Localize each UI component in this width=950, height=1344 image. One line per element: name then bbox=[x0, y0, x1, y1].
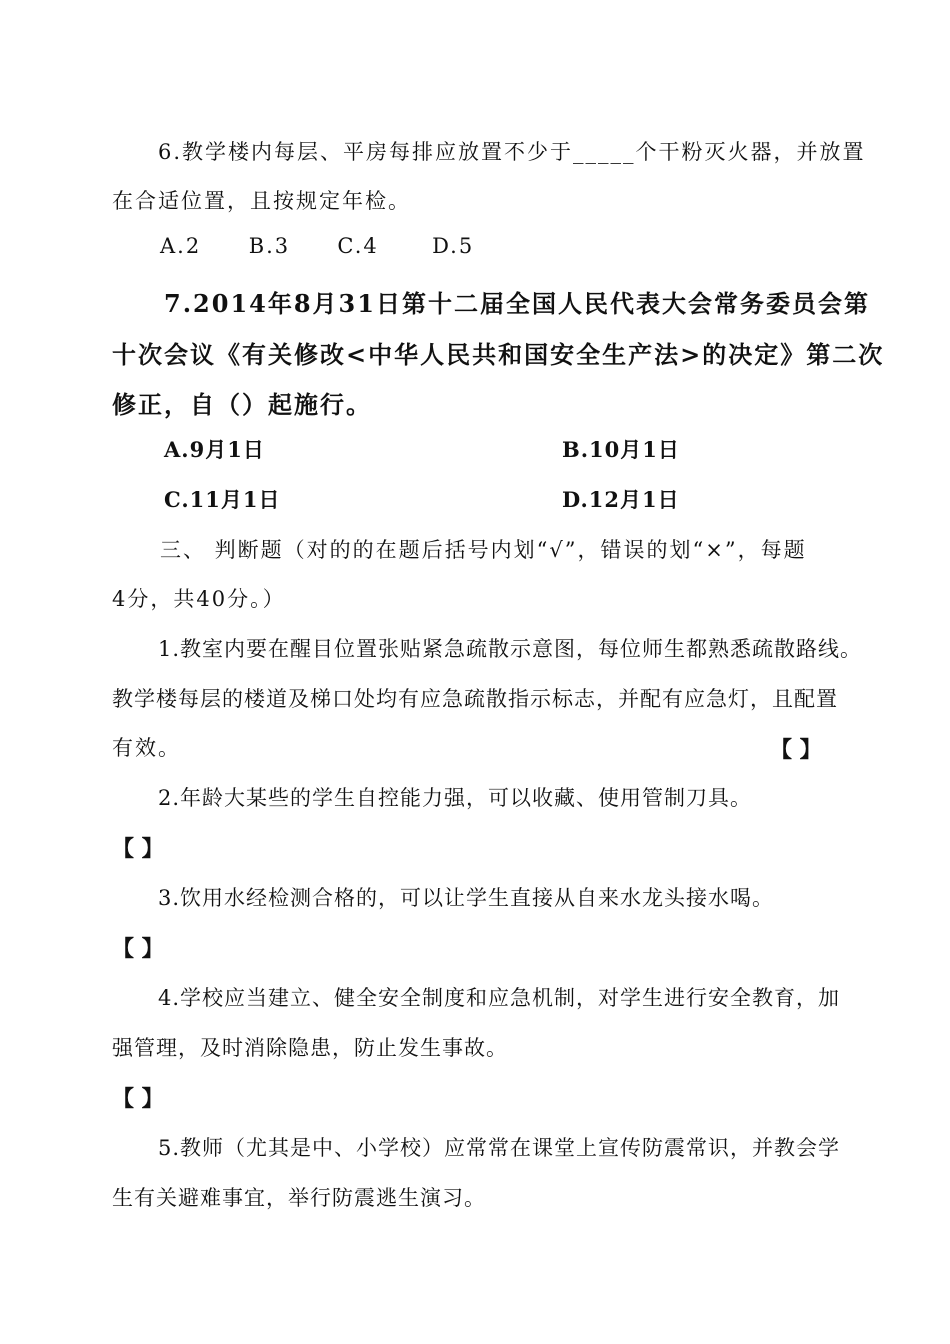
j5-line2: 生有关避难事宜，举行防震逃生演习。 bbox=[112, 1186, 486, 1210]
j2-answer-bracket[interactable]: 【 】 bbox=[112, 836, 164, 862]
q7-option-c: C.11月1日 bbox=[164, 487, 281, 512]
q6-option-a: A.2 bbox=[160, 234, 202, 258]
j1-line1: 1.教室内要在醒目位置张贴紧急疏散示意图，每位师生都熟悉疏散路线。 bbox=[158, 637, 863, 661]
j4-line2: 强管理，及时消除隐患，防止发生事故。 bbox=[112, 1036, 508, 1060]
q6-option-d: D.5 bbox=[432, 234, 475, 258]
j1-line2: 教学楼每层的楼道及梯口处均有应急疏散指示标志，并配有应急灯，且配置 bbox=[112, 687, 838, 711]
q7-line2: 十次会议《有关修改<中华人民共和国安全生产法>的决定》第二次 bbox=[112, 340, 885, 369]
q7-line3: 修正，自（）起施行。 bbox=[112, 390, 372, 419]
j5-line1: 5.教师（尤其是中、小学校）应常常在课堂上宣传防震常识，并教会学 bbox=[158, 1136, 841, 1160]
j4-line1: 4.学校应当建立、健全安全制度和应急机制，对学生进行安全教育，加 bbox=[158, 986, 841, 1010]
section3-heading-line2: 4分，共40分。） bbox=[112, 587, 286, 611]
j3-answer-bracket[interactable]: 【 】 bbox=[112, 936, 164, 962]
q7-line1: 7.2014年8月31日第十二届全国人民代表大会常务委员会第 bbox=[164, 289, 870, 318]
q6-line2: 在合适位置，且按规定年检。 bbox=[112, 189, 411, 213]
section3-heading-line1: 三、 判断题（对的的在题后括号内划“√”，错误的划“×”，每题 bbox=[160, 538, 807, 562]
j3-line1: 3.饮用水经检测合格的，可以让学生直接从自来水龙头接水喝。 bbox=[158, 886, 775, 910]
q6-option-c: C.4 bbox=[337, 234, 379, 258]
q6-line1: 6.教学楼内每层、平房每排应放置不少于_____个干粉灭火器，并放置 bbox=[158, 140, 866, 164]
q7-option-a: A.9月1日 bbox=[164, 437, 265, 462]
q6-option-b: B.3 bbox=[248, 234, 291, 258]
j4-answer-bracket[interactable]: 【 】 bbox=[112, 1086, 164, 1112]
j2-line1: 2.年龄大某些的学生自控能力强，可以收藏、使用管制刀具。 bbox=[158, 786, 753, 810]
q7-option-b: B.10月1日 bbox=[562, 437, 680, 462]
j1-answer-bracket[interactable]: 【 】 bbox=[770, 737, 822, 763]
j1-line3: 有效。 bbox=[112, 736, 181, 760]
q6-options bbox=[160, 234, 474, 258]
q7-option-d: D.12月1日 bbox=[562, 487, 680, 512]
